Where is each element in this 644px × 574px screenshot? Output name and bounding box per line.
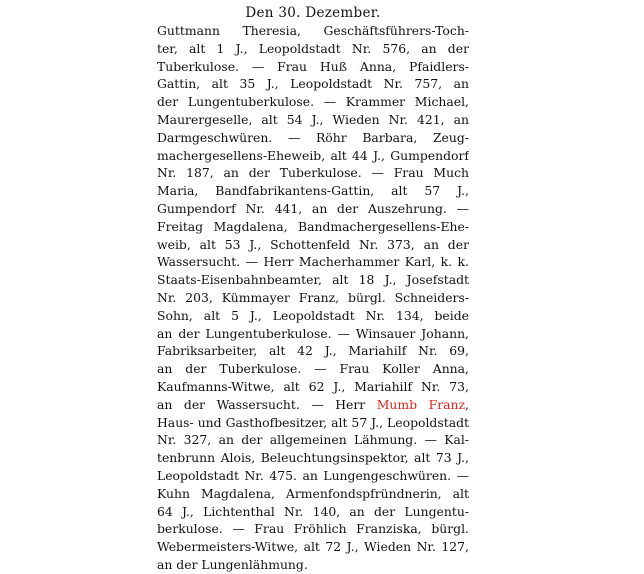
text-line: 64 J., Lichtenthal Nr. 140, an der Lungentu- [157, 503, 469, 519]
text-line: tenbrunn Alois, Beleuchtungsinspektor, alt 73 J., [157, 450, 469, 466]
text-line: Sohn, alt 5 J., Leopoldstadt Nr. 134, beide [157, 307, 469, 323]
text-line: Gattin, alt 35 J., Leopoldstadt Nr. 757, an [157, 76, 469, 92]
text-line: Fabriksarbeiter, alt 42 J., Mariahilf Nr. 69, [157, 343, 469, 359]
text-line: Webermeisters-Witwe, alt 72 J., Wieden Nr. 127, [157, 539, 469, 555]
death-notices-column [157, 4, 469, 574]
text-line: berkulose. — Frau Fröhlich Franziska, bürgl. [157, 521, 469, 537]
text-line: Nr. 187, an der Tuberkulose. — Frau Much [157, 165, 469, 181]
text-line: Nr. 203, Kümmayer Franz, bürgl. Schneiders- [157, 289, 469, 305]
text-segment: an der Wassersucht. — Herr [157, 396, 377, 412]
text-line: Wassersucht. — Herr Macherhammer Karl, k. k. [157, 254, 469, 270]
text-line: Darmgeschwüren. — Röhr Barbara, Zeug- [157, 129, 469, 145]
text-line: Nr. 327, an der allgemeinen Lähmung. — Kal- [157, 432, 469, 448]
text-line: weib, alt 53 J., Schottenfeld Nr. 373, an der [157, 236, 469, 252]
text-line: an der Lungenlähmung. [157, 556, 308, 572]
text-line: Freitag Magdalena, Bandmachergesellens-Ehe- [157, 218, 469, 234]
text-line: an der Lungentuberkulose. — Winsauer Johann, [157, 325, 469, 341]
text-line: Maria, Bandfabrikantens-Gattin, alt 57 J., [157, 183, 469, 199]
text-line: Staats-Eisenbahnbeamter, alt 18 J., Josefstadt [157, 272, 469, 288]
text-line: ter, alt 1 J., Leopoldstadt Nr. 576, an der [157, 40, 469, 56]
text-line: machergesellens-Eheweib, alt 44 J., Gumpendorf [157, 147, 469, 163]
text-segment: , [465, 396, 469, 412]
text-line: an der Tuberkulose. — Frau Koller Anna, [157, 361, 469, 377]
text-line [157, 396, 469, 414]
text-line: Tuberkulose. — Frau Huß Anna, Pfaidlers- [157, 58, 469, 74]
text-line: Maurergeselle, alt 54 J., Wieden Nr. 421, an [157, 111, 469, 127]
date-heading: Den 30. Dezember. [245, 5, 381, 21]
text-line: Haus- und Gasthofbesitzer, alt 57 J., Leopoldstadt [157, 414, 469, 430]
notice-text-block [157, 22, 469, 574]
text-line: der Lungentuberkulose. — Krammer Michael, [157, 94, 469, 110]
text-line: Leopoldstadt Nr. 475. an Lungengeschwüren. — [157, 467, 469, 483]
highlighted-name: Mumb Franz [376, 396, 466, 412]
text-line: Guttmann Theresia, Geschäftsführers-Toch- [157, 23, 469, 38]
text-line: Gumpendorf Nr. 441, an der Auszehrung. — [157, 200, 469, 216]
text-line: Kuhn Magdalena, Armenfondspfründnerin, alt [157, 485, 469, 501]
text-line: Kaufmanns-Witwe, alt 62 J., Mariahilf Nr. 73, [157, 378, 469, 394]
